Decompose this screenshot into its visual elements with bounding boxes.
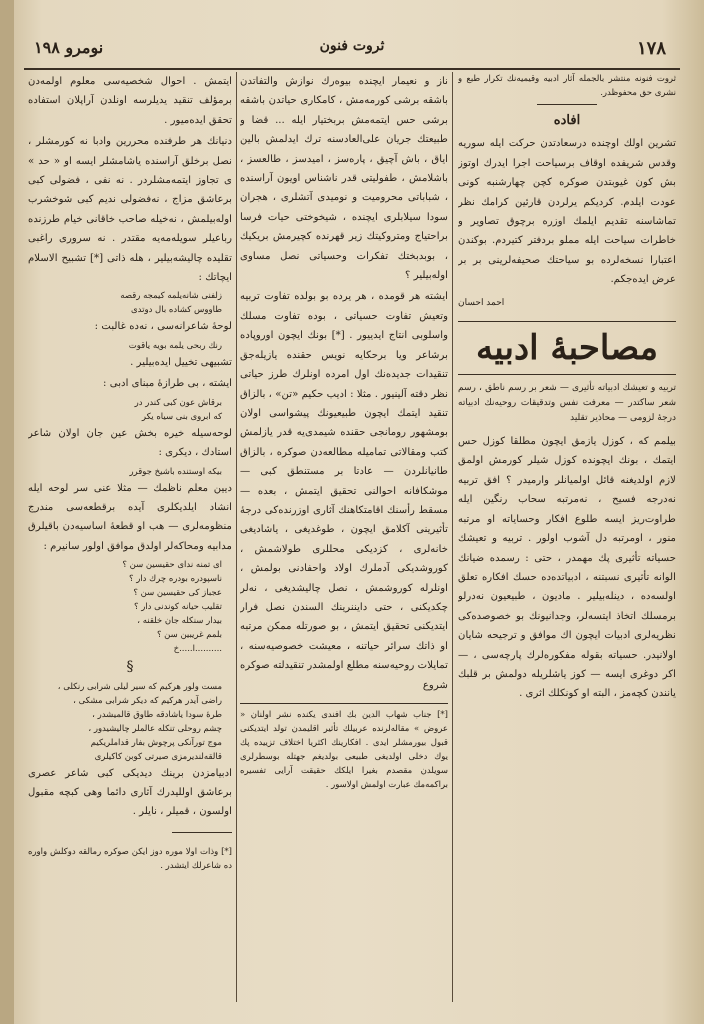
verse-line: تقليب حيانه كوندنى دار ؟: [133, 602, 222, 613]
left-paragraph-5: ادبيامزدن برينك ديديكى كبى شاعر عصرى برعاشق اولليدرك آثارى دائما وهى كبچه مقبول اولسون ، قميلر ، نايلر .: [28, 767, 232, 818]
page-header: [24, 36, 680, 70]
verse-line: ..........ا.....خ: [173, 644, 222, 655]
left-paragraph-1: ايتمش . احوال شخصيه‌سى معلوم اولمه‌دن برمؤلف تنقيد يديلرسه اونلدن آراپلان استفاده تحقق ايده‌ميور .: [28, 76, 232, 126]
verse-line: طرهٔ سودا ياشادقه طاوق قالميشدر ،: [92, 709, 222, 720]
footnote-rule: [172, 832, 232, 833]
verse-line: رنك ربحى يلمه بويه ياقوت: [128, 340, 222, 351]
verse-line: راضى آيدر هركيم كه ديكر شرابى مشكى ،: [73, 695, 222, 706]
verse-block-1: [28, 289, 232, 317]
middle-paragraph-2: ايشته هر قومده ، هر يرده بو بولده تفاوت تربيه وتعيش تفاوت حسياتى ، بوده تفاوت مسلك واسلوبى انتاج ايدييور . [*] بونك ايچون اوروپاده برشاعر ويا برحكايه نويس حقنده يازيله‌جق تنقيدات جديده‌نك اول امرده اونلرك طرز حياتى نظر دقته آلينيور . مثلا : اديب حكيم «تن» ، بالزاق تنقيد ايتمك ايچون طبيعيونك پيشواسى اولان بومشهور رومانجى حقنده شيمدى‌يه قدر يازلمش كتب ومقالاتى تماميله مطالعه‌دن صوكره ، بالزاق طانيانلردن — عادتا بر مستنطق كبى — موشكافانه احوالنى تحقيق ايتمش ، بعده — مسقط رأسنك اقامتكاهنك آثارى اوزرنده‌كى درجهٔ تأثيرينى آكلامق ايچون ، طوغديغى ، ياشاديغى خانه‌لرى ، كزديكى محللرى طولاشمش ، كوروشديكى آدملرك اولاد واحفادنى بولمش ، اونلرله كوروشمش ، نصل چاليشديغى ، نه‌لر چكديكنى ، حتى دايننرينك السندن نصل فرار ايتديكنى تحقيق ايتمش ، بو صورتله ممكن مرتبه او ذاتك سرائر حياتنه ، معيشت خصوصيه‌سنه ، تمايلات روحيه‌سنه مطلع اولمشدر تنقيدلته صوكره شروع: [240, 291, 448, 691]
left-line-1: لوحهٔ شاعرانه‌سى ، نه‌ده غالبت :: [94, 321, 232, 333]
article-summary: تربيه و تعيشك ادبياته تأثيرى — شعر بر رسم ناطق ، رسم شعر ساكتدر — معرفت نفس وتدقيقات روحيه‌نك ادبياته درجهٔ لزومى — محاذير تقليد: [458, 383, 676, 424]
journal-name: ثروت فنون: [319, 38, 385, 54]
left-paragraph-3: لوحه‌سيله خيره بخش عين جان اولان شاعر استادك ، ديكرى :: [28, 427, 232, 459]
verse-line: كه ابروى بنى سياه يكر: [141, 411, 222, 422]
verse-line: موج تورآنكى پرچوش بفار قداملريكيم: [90, 737, 222, 748]
verse-line: بلمم غريبين سن ؟: [156, 630, 222, 641]
column-middle: [240, 72, 448, 1002]
verse-line: مست ولور هركيم كه سير ليلى شرابى رنكلى ،: [57, 681, 222, 692]
column-right: [458, 72, 676, 1002]
signature: احمد احسان: [458, 297, 505, 308]
section-mark: §: [126, 659, 134, 676]
verse-block-2: [28, 339, 232, 353]
verse-line: برقاش ‌عون كبى كندر در: [134, 397, 222, 408]
verse-line: ناسپودره بودره چرك دار ؟: [129, 574, 222, 585]
verse-block-5: [28, 558, 232, 656]
middle-paragraph-1: ناز و نعيمار ايچنده بيوه‌رك نوازش والتفاتدن باشقه برشى كورمه‌مش ، كامكارى حياتدن باشقه برشى حس ايتمه‌مش بربختيار ايله ... قضا و طبيعتك جريان على‌العادسنه ترك ايدلمش بالين اياق ، باش آچيق ، پاره‌سز ، امیدسز ، طالعسز ، باشلامش ، طفوليتى قدر ناشناس اويون آراسنده ، شباباتى محروميت و نوميدى آتشلرى ، هجران سودا سيلابلرى ايچنده ، شيخوختى حيات فرسا براحتياج ومتروكيتك زير قهرنده كچيرمش بريكيك ، بوبدبختك تفكرات وحسياتى نصل مساوى اوله‌بيلير ؟: [240, 76, 448, 282]
verse-block-6: [28, 680, 232, 764]
verse-line: چشم روحلى تنكله عالملر چاليشيدور ،: [88, 723, 222, 734]
column-left: [28, 72, 232, 1002]
column-rule: [452, 72, 453, 1002]
ifade-title: افاده: [553, 113, 581, 128]
verse-line: زلفنى شانه‌يلمه كيمجه رقصه: [120, 291, 222, 302]
verse-line: بيدار سنكله جان خلقنه ،: [137, 616, 222, 627]
verse-block-4: [28, 465, 232, 479]
copyright-note: ثروت فنونه منتشر بالجمله آثار ادبيه وقيميه‌نك تكرار طبع و نشرى حق محفوظدر.: [458, 74, 676, 98]
issue-number: نومرو ١٩٨: [34, 38, 104, 57]
middle-footnote: [*] جناب شهاب الدين بك افندى يكنده نشر اولنان « عروض » مقاله‌لرنده عربيلك تأثير اقليمدن تولد ايتديكنى قبول بيورمشلر ايدى . افكارينك اكثريا اختلاف تزييده پك يوك دخلى اولديغى طبيعى بولديغم جهتله بوسطرلرى سويلدن مقصدم بغيرا ايلكك حقيقت آرايى تفسيره براكمه‌مك عبارت اولمش اولاسور .: [240, 703, 448, 792]
article-paragraph: بيلمم كه ، كوزل يازمق ايچون مطلقا كوزل حس ايتمك ، بونك ايچونده كوزل شيلر كورمش اولمق لازم اولديغنه قائل اولميانلر وارميدر ؟ افق تربيه نه‌درجه فسيح ، نه‌مرتبه سحاب رنگين ايله طراوت‌ريز ايسه طلوع افكار وحساياته او مرتبه منور ، اومرتبه دل آشوب اولور . تربيه و تعيشك حسياته تأثيرى پك مهمدر ، حتى : رسمده ضيانك الوانه تأثيرى نسبتنه ، ادبياتده‌ده حسك افكاره تعلق اولسه‌ده ، دينله‌بيلير . ماديون ، طبيعيون نه‌درلو برمسلك اتخاذ ايتسه‌لر، وجدانيونك بو خصوصده‌كى نظريه‌لرى ادبيات ايچون اك موافق و ترجيحه شايان اولانيدر. حسياته بقوله مفكوره‌لرك پارچه‌سى ، — اكر دوغرى ايسه — كوز ياشلريله دولمش بر قلبك يانندن كچه‌مز ، البته او كونكلك اثرى .: [458, 436, 676, 700]
column-rule: [236, 72, 237, 1002]
page-edge: [0, 0, 14, 1024]
verse-line: عجباز كى حقيسين سن ؟: [133, 588, 222, 599]
page-number: ١٧٨: [636, 38, 666, 59]
left-footnote: [*] وذات اولا موره دوز ايكن صوكره رمالقه دوكلش واوره ده شاعرلك ايتشدر .: [28, 846, 232, 871]
left-line-3: ايشته ، بى طرازهٔ مبناى ادبى :: [103, 378, 232, 390]
verse-line: قالقه‌لنديرمزى صيرتى كوبن كاكيلرى: [94, 751, 222, 762]
left-paragraph-2: دنيانك هر طرفنده محررين وادبا نه كورمشلر ، نصل برخلق آراسنده ياشامشلر ايسه او « حد » ى تجاوز ايتمه‌مشلردر . نه نفى ، فضولى كبى برعاشق مزاج ، نه‌فضولى نديم كبى شوخشرب اوله‌بيلمش ، نه‌خيله صاحب خاقانى خيام طرزنده رباعيلر سويله‌مه‌يه مقتدر . نه سرورى راغبى تقليده چاليشه‌بيلير ، هله ذاتى [*] تشبيح الاسلام ايچاتك :: [28, 136, 232, 284]
verse-line: طاووس كشاده بال دوتدى: [130, 305, 222, 316]
verse-line: اى تمنه نداى حقيسين سن ؟: [122, 560, 222, 571]
article-title: مصاحبهٔ ادبيه: [458, 321, 676, 375]
verse-line: بيكه اوستنده باشيخ جوقرر: [129, 466, 222, 477]
verse-block-3: [28, 396, 232, 424]
left-line-2: تشبيهى تخييل ايده‌بيلير .: [130, 356, 232, 368]
left-paragraph-4: ديين معلم ناظمك — مثلا عنى سر لوحه ايله انشاد ايلديكلرى آيده برقطعه‌سى مندرج منظومه‌لرى — هب او قطعهٔ اساسيه‌دن باقيلرق مدابيه ومحاكه‌لر اولدق موافق اولور سانيرم :: [28, 482, 232, 552]
ifade-paragraph: تشرين اولك اوچنده درسعادتدن حركت ايله سوريه وقدس شريفده اوقاف برسياحت اجرا ايدرك اوتوز بش كون غيوبتدن صوكره كچن چهارشنبه كونى عودت ايلدم. كرديكم يرلردن قارئين كرامك نظر تماشاسنه تقديم ايلمك اوزره برچوق تصاوير و خاطرات سياحت ايله مملو بردفتر كتيردم. بوكندن اعتبارا نسخه‌لرده بو سياحتك صحيفه‌لرينى بر بر عرض ايده‌جكم.: [458, 138, 676, 286]
divider: [537, 104, 597, 105]
